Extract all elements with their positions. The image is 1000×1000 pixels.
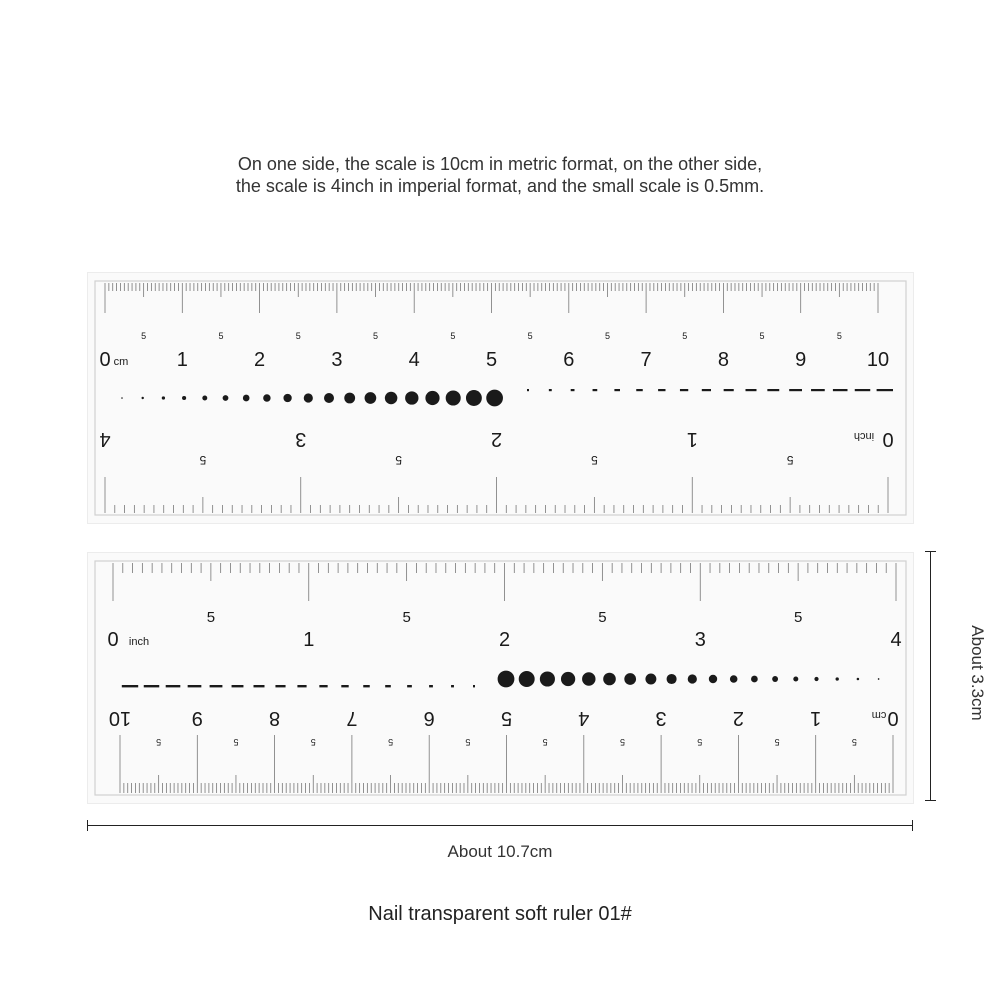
line-gauge-mark	[341, 685, 348, 687]
dot-gauge-mark	[344, 393, 355, 404]
dot-gauge-mark	[582, 672, 595, 685]
ruler-metric-side	[87, 272, 914, 524]
description-line-2: the scale is 4inch in imperial format, and the small scale is 0.5mm.	[235, 176, 765, 196]
dot-gauge-mark	[814, 677, 818, 681]
line-gauge-mark	[593, 389, 598, 391]
line-gauge-mark	[833, 389, 848, 391]
metric-half-label: 5	[759, 331, 765, 341]
height-dimension-label	[967, 613, 987, 733]
faded-background-text	[50, 100, 950, 148]
inch-number-label: 0	[882, 428, 894, 450]
line-gauge-mark	[451, 685, 454, 687]
dot-gauge-mark	[263, 394, 270, 401]
cm-number-label: 2	[732, 707, 744, 729]
metric-half-label: 5	[373, 331, 379, 341]
height-dimension-text: About 3.3cm	[968, 625, 987, 721]
cm-number-label: 5	[500, 707, 513, 729]
height-dimension-cap-bottom	[925, 800, 936, 801]
cm-number-label: 1	[176, 349, 188, 371]
line-gauge-mark	[166, 685, 181, 687]
product-caption: Nail transparent soft ruler 01#	[368, 903, 632, 925]
cm-number-label: 2	[254, 349, 266, 371]
cm-number-label: 0	[99, 349, 111, 371]
line-gauge-mark	[789, 389, 802, 391]
line-gauge-mark	[473, 685, 475, 687]
cm-number-label: 3	[655, 707, 667, 729]
inch-number-label: 2	[490, 428, 503, 450]
height-dimension-cap-top	[925, 551, 936, 552]
line-gauge-mark	[767, 389, 779, 391]
metric-half-label: 5	[233, 737, 239, 747]
dot-gauge-mark	[498, 671, 515, 688]
line-gauge-mark	[363, 685, 370, 687]
line-gauge-mark	[680, 389, 688, 391]
inch-number-label: 3	[694, 629, 706, 651]
dot-gauge-mark	[836, 677, 839, 680]
dot-gauge-mark	[202, 396, 207, 401]
inch-number-label: 1	[303, 629, 315, 651]
ruler-metric-side-graphic	[88, 273, 913, 523]
cm-number-label: 7	[640, 349, 652, 371]
dot-gauge-mark	[730, 675, 738, 683]
metric-half-label: 5	[295, 331, 301, 341]
cm-number-label: 5	[485, 349, 498, 371]
inch-unit-label: inch	[853, 430, 875, 442]
dot-gauge-mark	[425, 391, 439, 405]
cm-number-label: 4	[408, 349, 420, 371]
line-gauge-mark	[429, 685, 433, 687]
ruler-imperial-side	[87, 552, 914, 804]
width-dimension-label: About 10.7cm	[447, 842, 553, 861]
dot-gauge-mark	[466, 390, 482, 406]
inch-half-label: 5	[786, 453, 794, 467]
metric-half-label: 5	[542, 737, 548, 747]
metric-half-label: 5	[774, 737, 780, 747]
inch-number-label: 3	[295, 428, 307, 450]
dot-gauge-mark	[878, 678, 880, 680]
cm-number-label: 6	[563, 349, 575, 371]
dot-gauge-mark	[561, 672, 575, 686]
height-dimension-line	[930, 551, 931, 800]
dot-gauge-mark	[243, 395, 250, 402]
dot-gauge-mark	[304, 393, 313, 402]
cm-number-label: 4	[578, 707, 590, 729]
cm-number-label: 8	[717, 349, 729, 371]
line-gauge-mark	[877, 389, 893, 391]
dot-gauge-mark	[223, 395, 229, 401]
inch-unit-label: inch	[128, 636, 150, 648]
dot-gauge-mark	[709, 675, 717, 683]
inch-half-label: 5	[199, 453, 207, 467]
metric-half-label: 5	[141, 331, 147, 341]
line-gauge-mark	[658, 389, 665, 391]
line-gauge-mark	[144, 685, 160, 687]
line-gauge-mark	[254, 685, 265, 687]
width-dimension-cap-right	[912, 820, 913, 831]
metric-half-label: 5	[604, 331, 610, 341]
dot-gauge-mark	[645, 674, 656, 685]
metric-half-label: 5	[697, 737, 703, 747]
dot-gauge-mark	[624, 673, 636, 685]
line-gauge-mark	[724, 389, 734, 391]
cm-unit-label: cm	[113, 356, 129, 368]
dot-gauge-mark	[793, 676, 798, 681]
dot-gauge-mark	[121, 397, 123, 399]
metric-half-label: 5	[450, 331, 456, 341]
cm-number-label: 1	[810, 707, 822, 729]
metric-half-label: 5	[682, 331, 688, 341]
cm-number-label: 10	[108, 707, 132, 729]
line-gauge-mark	[232, 685, 244, 687]
cm-number-label: 8	[269, 707, 281, 729]
line-gauge-mark	[385, 685, 391, 687]
inch-half-label: 5	[402, 609, 411, 626]
line-gauge-mark	[122, 685, 138, 687]
inch-number-label: 0	[107, 629, 119, 651]
dot-gauge-mark	[519, 671, 535, 687]
metric-half-label: 5	[527, 331, 533, 341]
dot-gauge-mark	[772, 676, 778, 682]
line-gauge-mark	[297, 685, 306, 687]
dot-gauge-mark	[603, 673, 616, 686]
width-dimension-line	[87, 825, 913, 826]
line-gauge-mark	[549, 389, 552, 391]
line-gauge-mark	[811, 389, 825, 391]
metric-half-label: 5	[310, 737, 316, 747]
dot-gauge-mark	[857, 678, 860, 681]
cm-number-label: 9	[191, 707, 203, 729]
line-gauge-mark	[275, 685, 285, 687]
line-gauge-mark	[188, 685, 202, 687]
description-line-1: On one side, the scale is 10cm in metric format, on the other side,	[237, 154, 763, 174]
inch-number-label: 4	[890, 629, 902, 651]
inch-half-label: 5	[395, 453, 402, 467]
inch-number-label: 2	[498, 629, 511, 651]
dot-gauge-mark	[486, 390, 503, 407]
line-gauge-mark	[407, 685, 412, 687]
inch-number-label: 4	[99, 428, 111, 450]
cm-number-label: 9	[795, 349, 807, 371]
line-gauge-mark	[746, 389, 757, 391]
dot-gauge-mark	[324, 393, 334, 403]
cm-number-label: 3	[331, 349, 343, 371]
metric-half-label: 5	[156, 737, 162, 747]
line-gauge-mark	[855, 389, 871, 391]
dot-gauge-mark	[162, 396, 165, 399]
line-gauge-mark	[614, 389, 620, 391]
metric-half-label: 5	[851, 737, 857, 747]
cm-unit-label: cm	[871, 709, 887, 721]
dot-gauge-mark	[667, 674, 677, 684]
metric-half-label: 5	[388, 737, 394, 747]
line-gauge-mark	[210, 685, 223, 687]
dot-gauge-mark	[182, 396, 186, 400]
line-gauge-mark	[527, 389, 529, 391]
cm-number-label: 7	[346, 707, 358, 729]
line-gauge-mark	[319, 685, 327, 687]
line-gauge-mark	[571, 389, 575, 391]
metric-half-label: 5	[619, 737, 625, 747]
inch-number-label: 1	[686, 428, 698, 450]
dot-gauge-mark	[540, 671, 555, 686]
dot-gauge-mark	[751, 676, 758, 683]
metric-half-label: 5	[218, 331, 224, 341]
dot-gauge-mark	[385, 392, 398, 405]
cm-number-label: 0	[887, 707, 899, 729]
cm-number-label: 10	[866, 349, 890, 371]
dot-gauge-mark	[688, 674, 697, 683]
dot-gauge-mark	[446, 390, 461, 405]
ruler-imperial-side-graphic	[88, 553, 913, 803]
dot-gauge-mark	[141, 397, 143, 399]
line-gauge-mark	[636, 389, 643, 391]
metric-half-label: 5	[465, 737, 471, 747]
inch-half-label: 5	[793, 609, 803, 626]
dot-gauge-mark	[365, 392, 377, 404]
cm-number-label: 6	[423, 707, 435, 729]
inch-half-label: 5	[206, 609, 216, 626]
inch-half-label: 5	[598, 609, 607, 626]
inch-half-label: 5	[591, 453, 598, 467]
dot-gauge-mark	[405, 391, 418, 404]
dot-gauge-mark	[283, 394, 291, 402]
line-gauge-mark	[702, 389, 711, 391]
metric-half-label: 5	[836, 331, 842, 341]
width-dimension-cap-left	[87, 820, 88, 831]
